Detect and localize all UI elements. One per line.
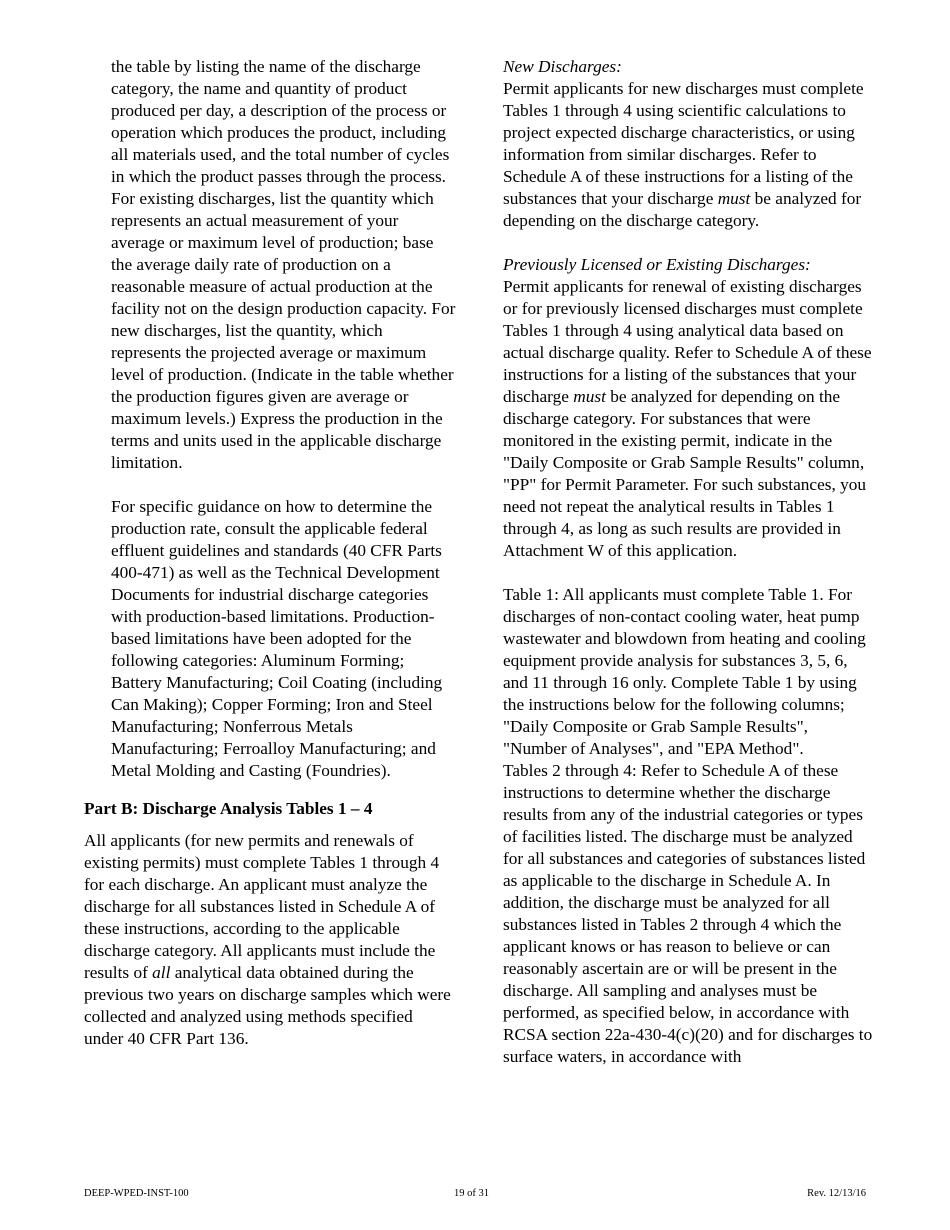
previously-licensed-text-1: Permit applicants for renewal of existing discharges or for previously licensed discharges must complete Tables 1 through 4 using analytical data based on actual discharge quality. Refer to Schedule A of these instructions for a listing of the substances that your discharge bbox=[503, 277, 872, 406]
previously-licensed-italic-must: must bbox=[573, 387, 606, 406]
previously-licensed-paragraph bbox=[503, 276, 873, 562]
part-b-heading: Part B: Discharge Analysis Tables 1 – 4 bbox=[84, 799, 373, 818]
new-discharges-text-2: be analyzed for depending on the discharge category. bbox=[503, 189, 862, 230]
production-instructions-paragraph: the table by listing the name of the discharge category, the name and quantity of product produced per day, a description of the process or operation which produces the product, including all materials used, and the total number of cycles in which the product passes through the process. For existing discharges, list the quantity which represents an actual measurement of your average or maximum level of production; base the average daily rate of production on a reasonable measure of actual production at the facility not on the design production capacity. For new discharges, list the quantity, which represents the projected average or maximum level of production. (Indicate in the table whether the production figures given are average or maximum levels.) Express the production in the terms and units used in the applicable discharge limitation. bbox=[111, 57, 456, 472]
right-column bbox=[503, 56, 873, 1068]
tables-2-4-paragraph: Tables 2 through 4: Refer to Schedule A of these instructions to determine whether the discharge results from any of the industrial categories or types of facilities listed. The discharge must be analyzed for all substances and categories of substances listed as applicable to the discharge in Schedule A. In addition, the discharge must be analyzed for all substances listed in Tables 2 through 4 which the applicant knows or has reason to believe or can reasonably ascertain are or will be present in the discharge. All sampling and analyses must be performed, as specified below, in accordance with RCSA section 22a-430-4(c)(20) and for discharges to surface waters, in accordance with bbox=[503, 761, 873, 1066]
part-b-text-1: All applicants (for new permits and renewals of existing permits) must complete Tables 1 through 4 for each discharge. An applicant must analyze the discharge for all substances listed in Schedule A of these instructions, according to the applicable discharge category. All applicants must include the results of bbox=[84, 831, 440, 982]
page-footer bbox=[84, 1187, 866, 1201]
new-discharges-italic-must: must bbox=[717, 189, 751, 208]
footer-doc-id: DEEP-WPED-INST-100 bbox=[84, 1188, 189, 1199]
new-discharges-title: New Discharges: bbox=[503, 57, 622, 76]
production-guidance-paragraph: For specific guidance on how to determine the production rate, consult the applicable federal effluent guidelines and standards (40 CFR Parts 400-471) as well as the Technical Development Documents for industrial discharge categories with production-based limitations. Production-based limitations have been adopted for the following categories: Aluminum Forming; Battery Manufacturing; Coil Coating (including Can Making); Copper Forming; Iron and Steel Manufacturing; Nonferrous Metals Manufacturing; Ferroalloy Manufacturing; and Metal Molding and Casting (Foundries). bbox=[111, 497, 443, 780]
left-column bbox=[84, 56, 456, 1050]
new-discharges-text-1: Permit applicants for new discharges must complete Tables 1 through 4 using scientific calculations to project expected discharge characteristics, or using information from similar discharges. Refer to Schedule A of these instructions for a listing of the substances that your discharge bbox=[503, 79, 864, 208]
part-b-italic-all: all bbox=[152, 963, 171, 982]
previously-licensed-title: Previously Licensed or Existing Discharges: bbox=[503, 255, 811, 274]
new-discharges-paragraph bbox=[503, 78, 873, 232]
part-b-paragraph bbox=[84, 830, 456, 1050]
footer-revision: Rev. 12/13/16 bbox=[807, 1188, 866, 1199]
footer-page-number: 19 of 31 bbox=[454, 1188, 489, 1199]
previously-licensed-text-2: be analyzed for depending on the discharge category. For substances that were monitored in the existing permit, indicate in the "Daily Composite or Grab Sample Results" column, "PP" for Permit Parameter. For such substances, you need not repeat the analytical results in Tables 1 through 4, as long as such results are provided in Attachment W of this application. bbox=[503, 387, 867, 560]
part-b-text-2: analytical data obtained during the previous two years on discharge samples which were collected and analyzed using methods specified under 40 CFR Part 136. bbox=[84, 963, 451, 1048]
table-1-paragraph: Table 1: All applicants must complete Table 1. For discharges of non-contact cooling water, heat pump wastewater and blowdown from heating and cooling equipment provide analysis for substances 3, 5, 6, and 11 through 16 only. Complete Table 1 by using the instructions below for the following columns; "Daily Composite or Grab Sample Results", "Number of Analyses", and "EPA Method". bbox=[503, 585, 866, 758]
